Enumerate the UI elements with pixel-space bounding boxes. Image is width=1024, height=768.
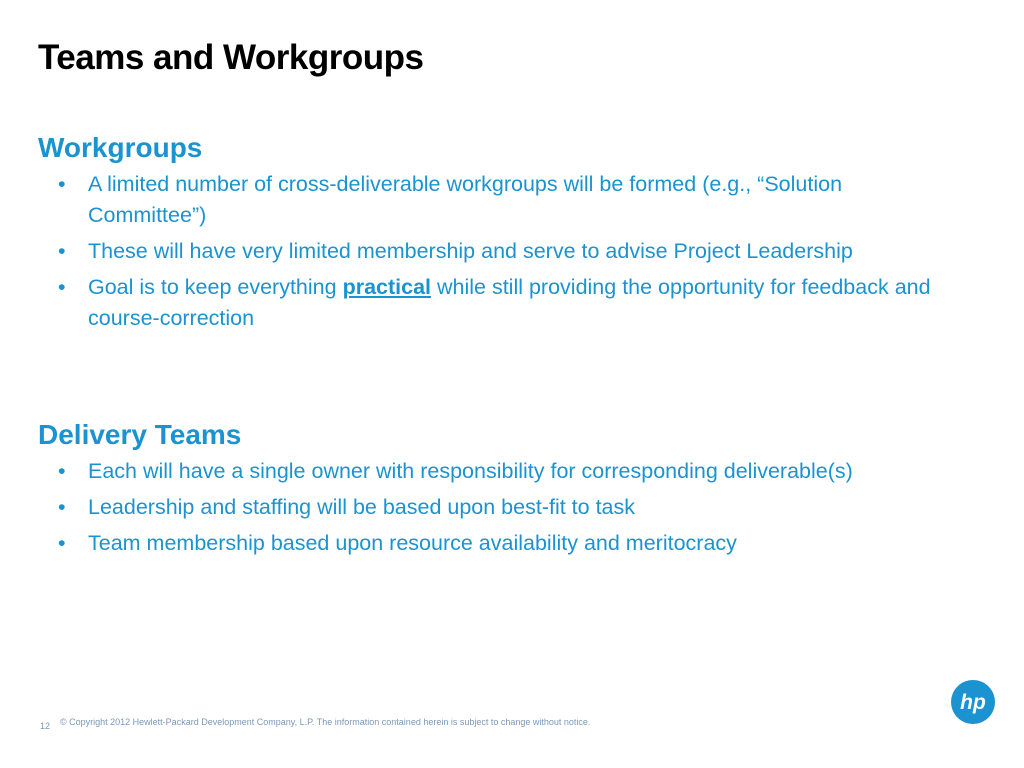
bullet-text: Team membership based upon resource availability and meritocracy (88, 531, 737, 555)
workgroups-section (38, 131, 958, 339)
delivery-teams-section (38, 418, 958, 564)
list-item (38, 272, 958, 334)
bullet-text-pre: Goal is to keep everything (88, 275, 343, 299)
bullet-text: These will have very limited membership and serve to advise Project Leadership (88, 239, 853, 263)
bullet-icon: • (58, 275, 66, 299)
bullet-icon: • (58, 531, 66, 555)
workgroups-heading: Workgroups (38, 132, 203, 163)
list-item (38, 456, 958, 487)
delivery-teams-bullet-list (38, 456, 958, 559)
bullet-icon: • (58, 459, 66, 483)
delivery-teams-heading: Delivery Teams (38, 419, 242, 450)
list-item (38, 528, 958, 559)
list-item (38, 236, 958, 267)
bullet-icon: • (58, 172, 66, 196)
workgroups-bullet-list (38, 169, 958, 334)
bullet-text: Each will have a single owner with responsibility for corresponding deliverable(s) (88, 459, 853, 483)
hp-logo-icon (950, 673, 996, 731)
page-number: 12 (40, 721, 51, 731)
slide-title: Teams and Workgroups (38, 38, 424, 77)
list-item (38, 169, 958, 231)
logo-text: hp (960, 691, 986, 714)
bullet-text: Leadership and staffing will be based upon best-fit to task (88, 495, 636, 519)
emphasis-practical: practical (342, 275, 431, 299)
copyright-notice: © Copyright 2012 Hewlett-Packard Development Company, L.P. The information contained herein is subject to change without notice. (60, 717, 591, 727)
list-item (38, 492, 958, 523)
bullet-text: A limited number of cross-deliverable workgroups will be formed (e.g., “Solution Committee”) (88, 172, 843, 227)
bullet-icon: • (58, 495, 66, 519)
bullet-text-post: while still providing the opportunity for feedback and course-correction (88, 275, 931, 330)
bullet-icon: • (58, 239, 66, 263)
